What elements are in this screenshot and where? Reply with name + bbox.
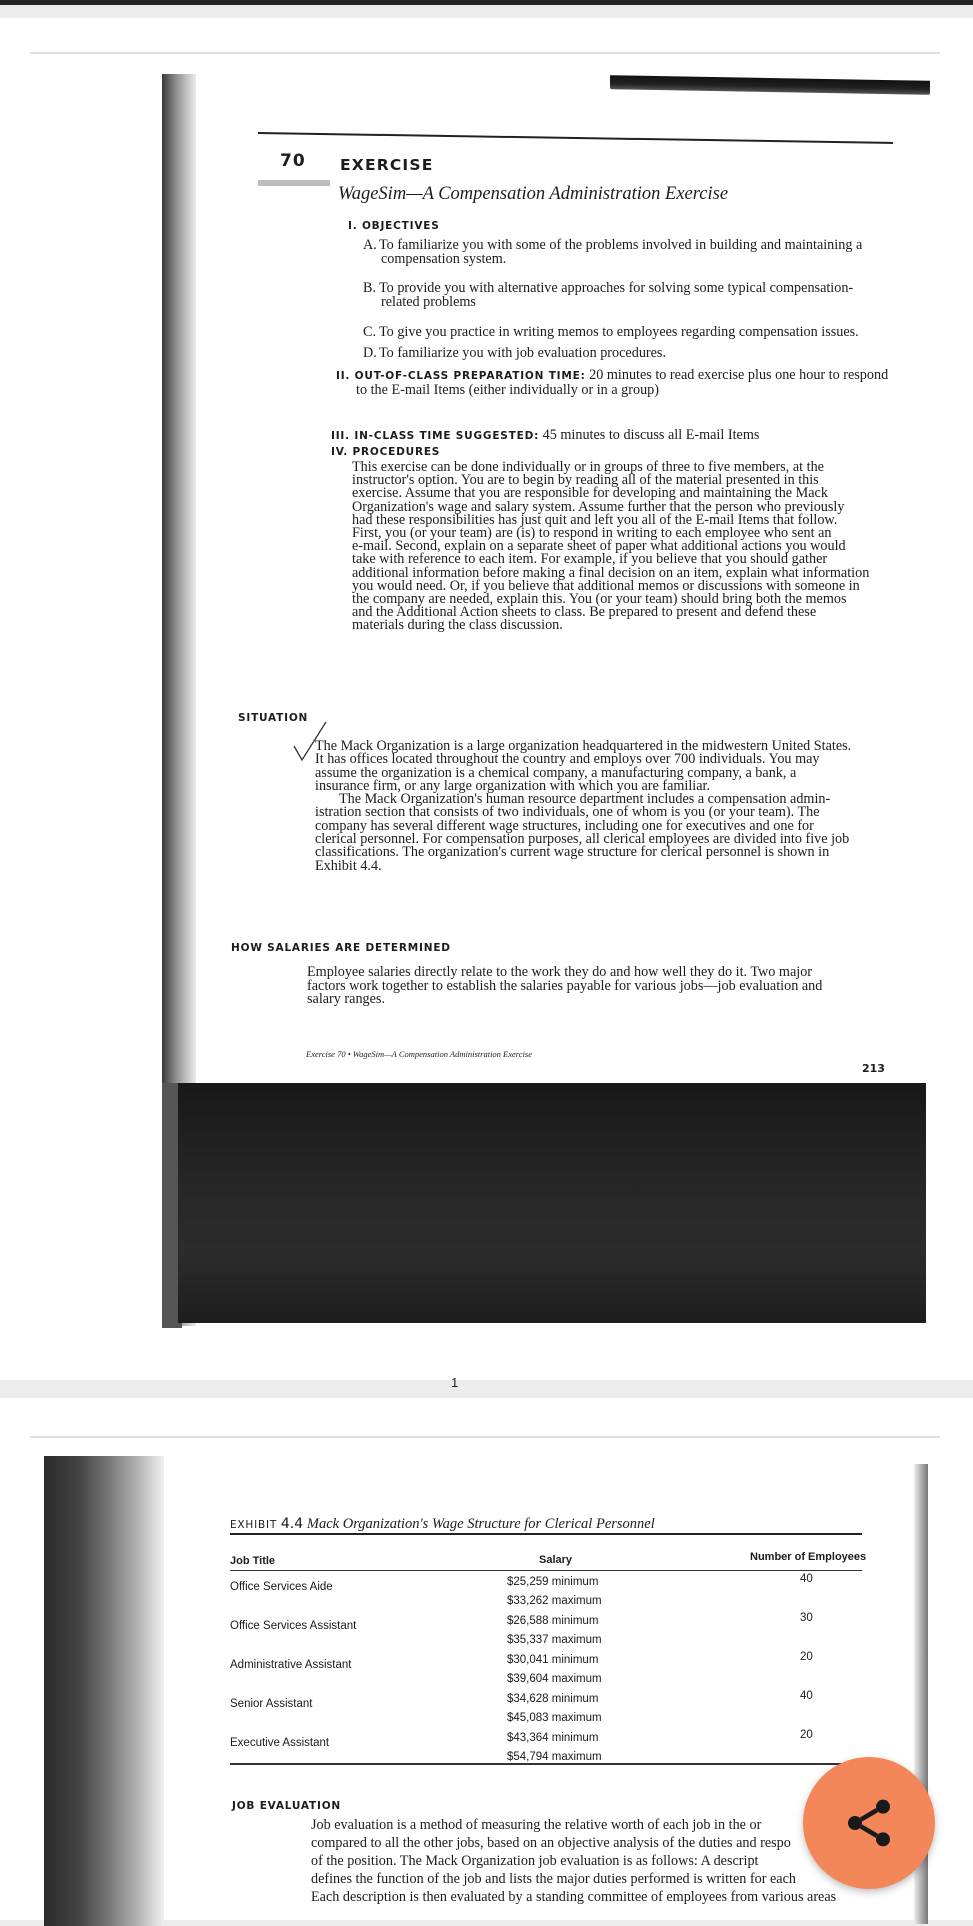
text-line: of the position. The Mack Organization job evaluation is as follows: A descript: [311, 1853, 759, 1869]
employee-count-cell: 20: [800, 1729, 813, 1741]
objective-text-cont: compensation system.: [381, 251, 507, 268]
exercise-subtitle: WageSim—A Compensation Administration Exercise: [338, 184, 729, 204]
table-bottom-rule: [230, 1763, 862, 1765]
page-indicator: 1: [451, 1375, 459, 1390]
document-page-1: [0, 18, 973, 1390]
objective-text: To familiarize you with job evaluation procedures.: [379, 345, 666, 361]
section-prep-text: 20 minutes to read exercise plus one hour to respond: [589, 367, 889, 383]
text-line: classifications. The organization's current wage structure for clerical personnel is shown in: [315, 844, 830, 861]
scan-top-stroke: [610, 75, 930, 95]
procedures-paragraph: [352, 461, 880, 633]
salaries-heading: HOW SALARIES ARE DETERMINED: [231, 942, 451, 954]
objective-a: [363, 238, 893, 266]
viewer-top-bar: [0, 0, 973, 5]
section-inclass-time: [331, 428, 891, 443]
scan-dark-area: [178, 1083, 926, 1323]
salary-min-cell: $30,041 minimum: [507, 1654, 599, 1666]
job-title-cell: Office Services Assistant: [230, 1620, 357, 1632]
text-line: It has offices located throughout the country and employs over 700 individuals. You may: [315, 751, 820, 768]
text-line: and the Additional Action sheets to class. Be prepared to present and defend these: [352, 604, 817, 621]
objective-text: To give you practice in writing memos to employees regarding compensation issues.: [379, 324, 859, 340]
text-line: e-mail. Second, explain on a separate sheet of paper what additional actions you would: [352, 538, 846, 555]
employee-count-cell: 30: [800, 1612, 813, 1624]
text-line: Employee salaries directly relate to the work they do and how well they do it. Two major: [307, 964, 813, 980]
text-line: factors work together to establish the salaries payable for various jobs—job evaluation and: [307, 977, 823, 994]
text-line: The Mack Organization is a large organization headquartered in the midwestern United States.: [315, 738, 852, 754]
objective-label: D.: [363, 345, 377, 361]
salary-max-cell: $35,337 maximum: [507, 1634, 602, 1646]
exercise-heading: EXERCISE: [340, 156, 434, 174]
objective-label: B.: [363, 280, 377, 296]
text-line: defines the function of the job and lists the major duties performed is written for each: [311, 1871, 796, 1887]
exhibit-top-rule: [230, 1533, 862, 1535]
employee-count-cell: 20: [800, 1651, 813, 1663]
job-evaluation-heading: JOB EVALUATION: [232, 1800, 342, 1812]
exhibit-caption: Mack Organization's Wage Structure for Clerical Personnel: [306, 1516, 655, 1532]
heading-marker: [258, 180, 330, 186]
text-line: additional information before making a final decision on an item, explain what information: [352, 564, 870, 581]
job-title-cell: Administrative Assistant: [230, 1659, 352, 1671]
section-prep-time: [336, 368, 896, 397]
text-line: instructor's option. You are to begin by reading all of the material presented in this: [352, 472, 819, 489]
share-icon: [841, 1795, 897, 1851]
text-line: the company are needed, explain this. You (or your team) should bring both the memos: [352, 591, 847, 608]
salary-min-cell: $34,628 minimum: [507, 1693, 599, 1705]
section-inclass-label: III. IN-CLASS TIME SUGGESTED:: [331, 430, 540, 442]
section-procedures: IV. PROCEDURES: [331, 446, 441, 458]
text-line: Exhibit 4.4.: [315, 857, 382, 874]
exhibit-number: 4.4: [280, 1516, 304, 1532]
text-line: company has several different wage structures, including one for executives and one for: [315, 817, 814, 834]
employee-count-cell: 40: [800, 1573, 813, 1585]
section-inclass-text: 45 minutes to discuss all E-mail Items: [542, 427, 760, 443]
share-button[interactable]: [803, 1757, 935, 1889]
salary-min-cell: $26,588 minimum: [507, 1615, 599, 1627]
situation-paragraph: [315, 740, 872, 873]
salary-max-cell: $33,262 maximum: [507, 1595, 602, 1607]
header-rule: [230, 1570, 862, 1571]
text-line: Organization's wage and salary system. Assume further that the person who previously: [352, 498, 845, 515]
job-title-cell: Senior Assistant: [230, 1698, 313, 1710]
text-line: istration section that consists of two individuals, one of whom is you (or your team). The: [315, 804, 820, 821]
printed-page-number: 213: [862, 1062, 885, 1075]
situation-heading: SITUATION: [238, 712, 309, 724]
text-line: First, you (or your team) are (is) to respond in writing to each employee who sent an: [352, 525, 832, 542]
objective-d: [363, 346, 893, 360]
salary-max-cell: $39,604 maximum: [507, 1673, 602, 1685]
text-line: compared to all the other jobs, based on an objective analysis of the duties and respo: [311, 1835, 791, 1851]
exhibit-label: EXHIBIT: [230, 1519, 278, 1531]
text-line: Each description is then evaluated by a standing committee of employees from various areas: [311, 1889, 837, 1905]
section-objectives: I. OBJECTIVES: [348, 220, 440, 232]
scan-edge: [30, 1436, 940, 1438]
scan-binding-shadow: [44, 1456, 164, 1926]
text-line: materials during the class discussion.: [352, 617, 563, 634]
column-header-job-title: Job Title: [230, 1555, 276, 1567]
header-rule: [258, 132, 893, 144]
job-evaluation-paragraph: [311, 1816, 871, 1906]
employee-count-cell: 40: [800, 1690, 813, 1702]
objective-text-cont: related problems: [381, 294, 476, 311]
job-title-cell: Office Services Aide: [230, 1581, 333, 1593]
column-header-salary: Salary: [539, 1554, 573, 1566]
exhibit-title: [230, 1516, 655, 1533]
text-line: salary ranges.: [307, 991, 385, 1008]
salary-max-cell: $54,794 maximum: [507, 1751, 602, 1763]
section-prep-text-cont: to the E-mail Items (either individually or in a group): [356, 382, 659, 399]
text-line: clerical personnel. For compensation purposes, all clerical employees are divided into five job: [315, 831, 850, 848]
text-line: take with reference to each item. For example, if you believe that you should gather: [352, 551, 828, 568]
text-line: had these responsibilities has just quit and left you all of the E-mail Items that follow.: [352, 511, 838, 528]
text-line: This exercise can be done individually or in groups of three to five members, at the: [352, 459, 824, 475]
salary-min-cell: $25,259 minimum: [507, 1576, 599, 1588]
text-line: insurance firm, or any large organization with which you are familiar.: [315, 777, 711, 794]
text-line: Job evaluation is a method of measuring the relative worth of each job in the or: [311, 1817, 762, 1833]
text-line: you would need. Or, if you believe that additional memos or discussions with someone in: [352, 577, 860, 594]
salaries-paragraph: [307, 966, 867, 1007]
salary-min-cell: $43,364 minimum: [507, 1732, 599, 1744]
page-footer: Exercise 70 • WageSim—A Compensation Administration Exercise: [306, 1049, 532, 1059]
section-prep-label: II. OUT-OF-CLASS PREPARATION TIME:: [336, 370, 586, 382]
objective-b: [363, 281, 893, 309]
objective-text: To familiarize you with some of the problems involved in building and maintaining a: [379, 237, 863, 253]
objective-label: A.: [363, 237, 377, 253]
text-line: exercise. Assume that you are responsible for developing and maintaining the Mack: [352, 485, 828, 502]
text-line: assume the organization is a chemical company, a manufacturing company, a bank, a: [315, 764, 797, 781]
salary-max-cell: $45,083 maximum: [507, 1712, 602, 1724]
objective-c: [363, 325, 893, 339]
text-line: The Mack Organization's human resource department includes a compensation admin-: [339, 791, 831, 808]
exercise-number: 70: [280, 151, 306, 171]
scan-edge: [30, 52, 940, 54]
objective-text: To provide you with alternative approaches for solving some typical compensation-: [379, 280, 854, 296]
objective-label: C.: [363, 324, 377, 340]
job-title-cell: Executive Assistant: [230, 1737, 330, 1749]
column-header-employees: Number of Employees: [750, 1551, 867, 1563]
